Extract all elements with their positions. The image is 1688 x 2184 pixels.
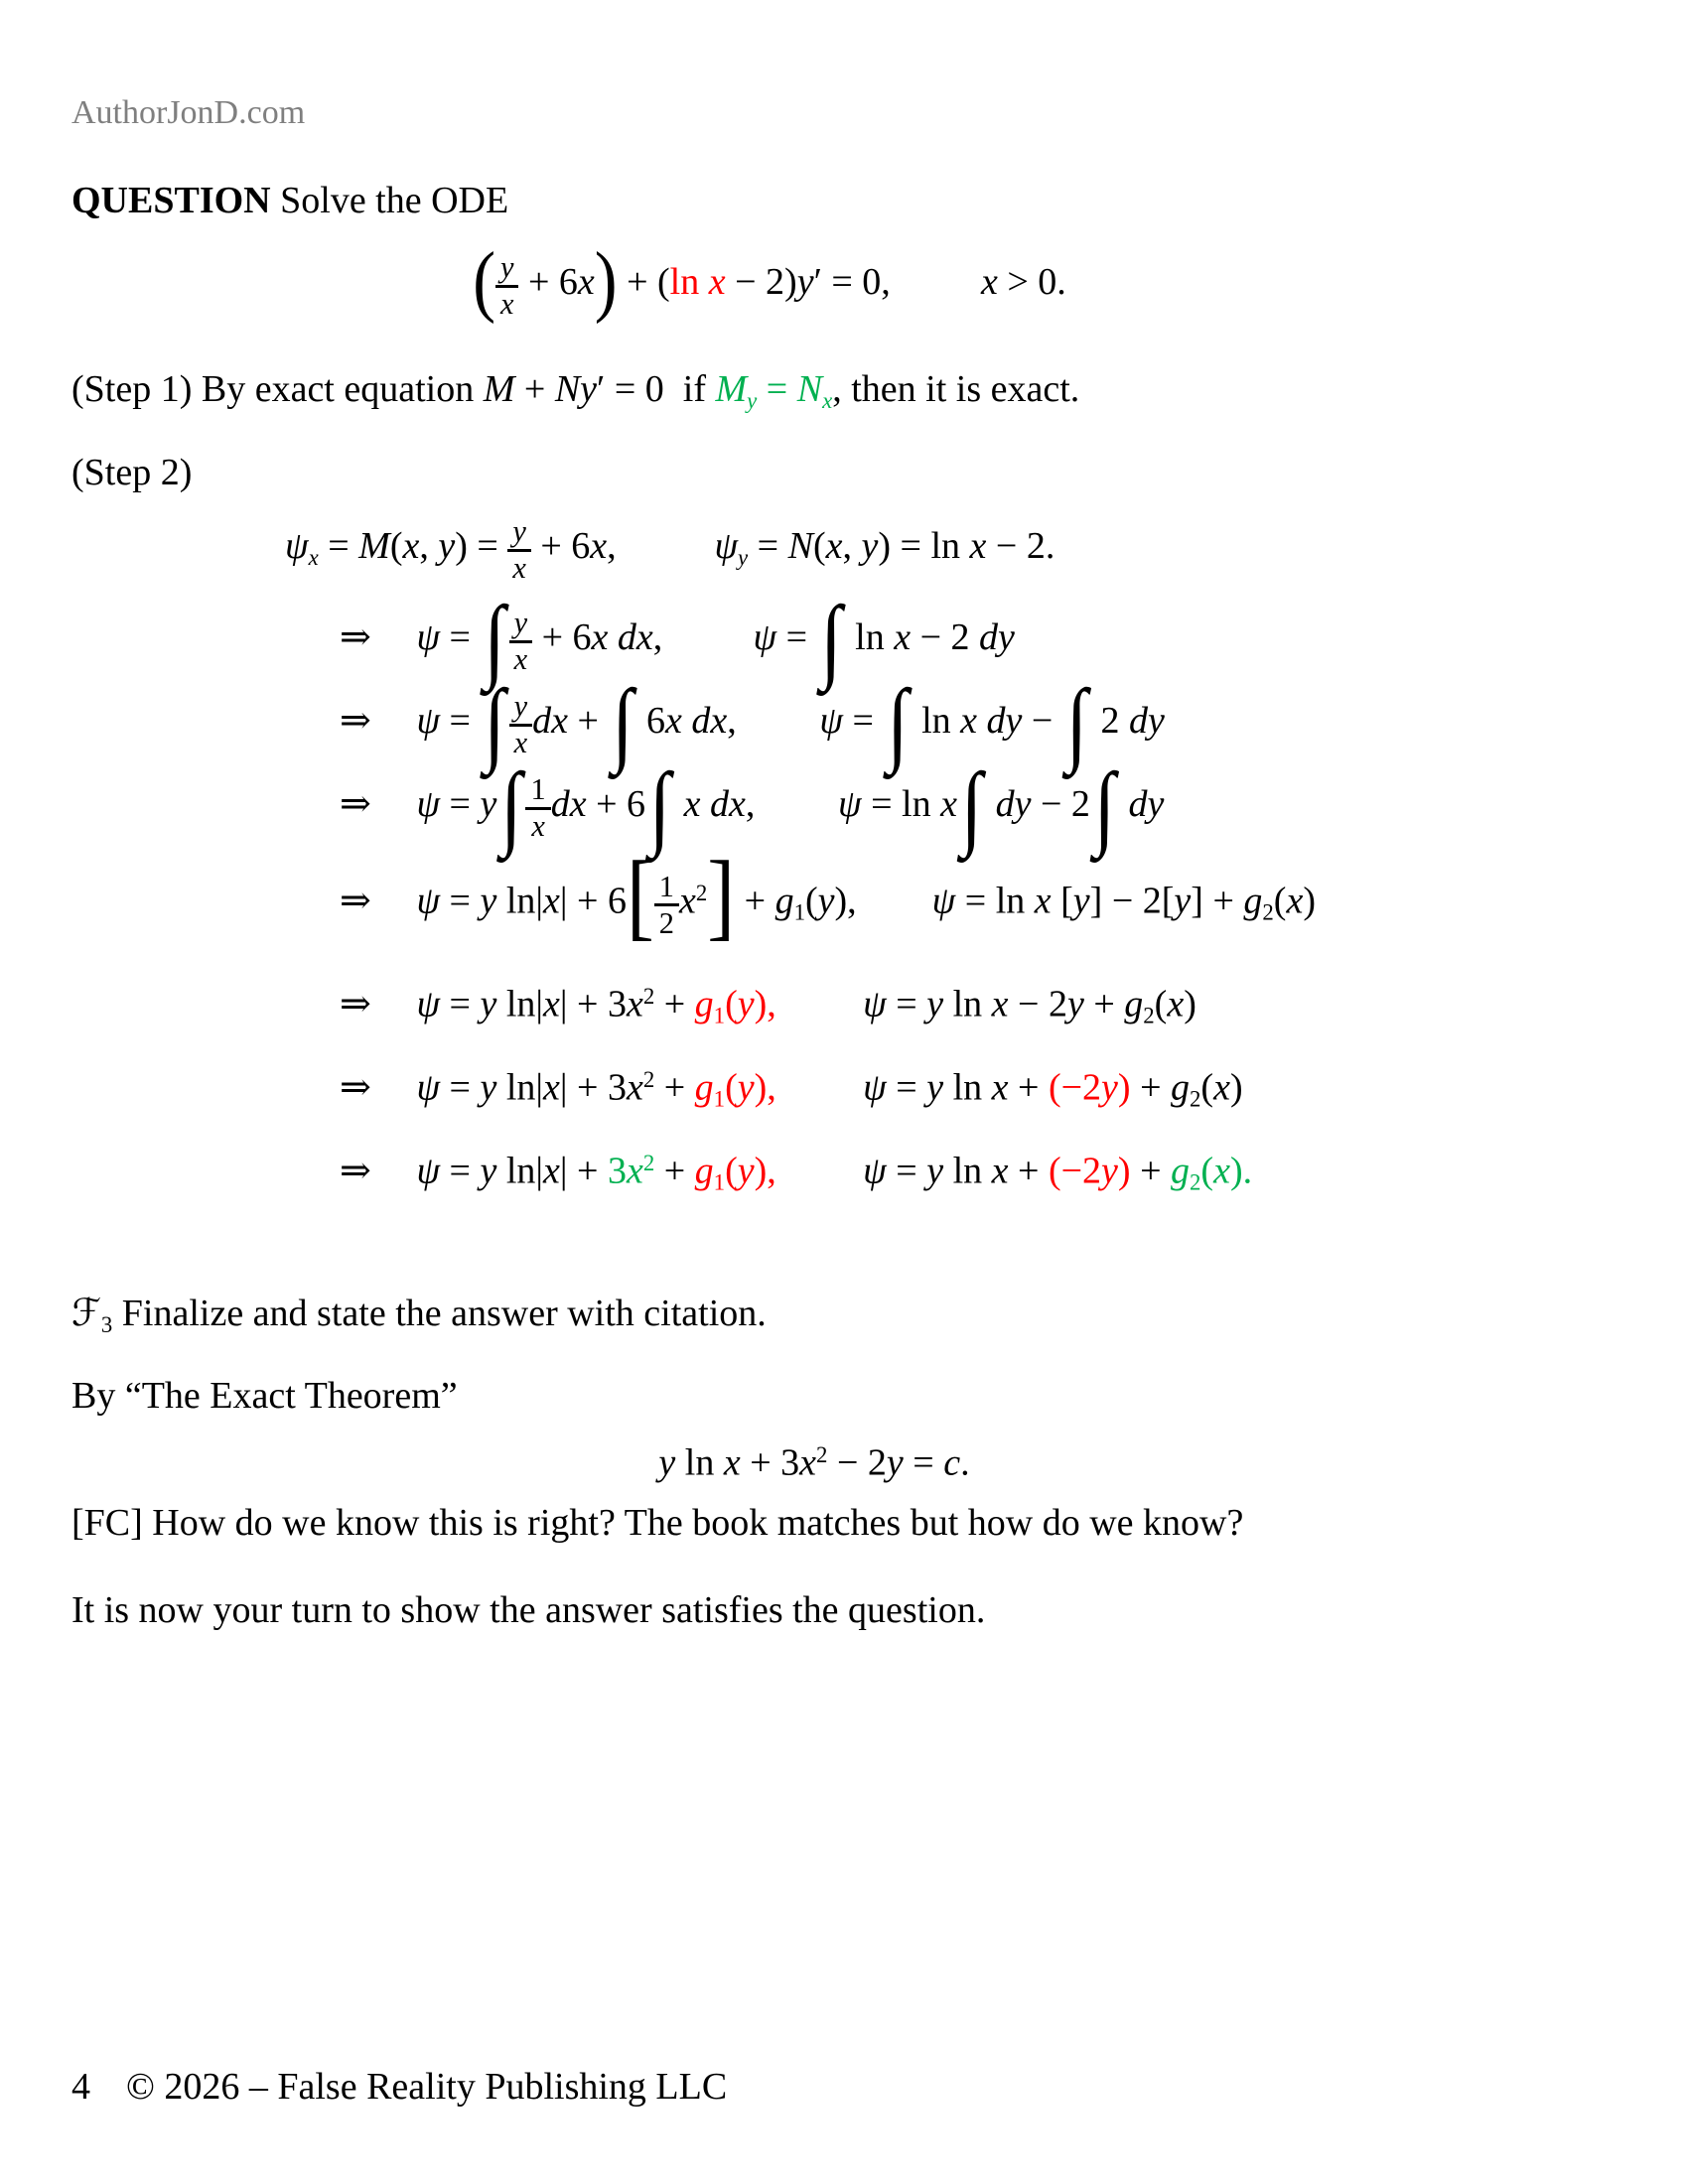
page-footer xyxy=(71,2063,727,2111)
step2-label: (Step 2) xyxy=(71,452,193,493)
psi-definitions-equation: ψx = M(x, y) = $\frac{y}{x}$ + 6x, ψy = N(x, y) = ln x − 2. xyxy=(285,514,1055,586)
fc-question-line: [FC] How do we know this is right? The book matches but how do we know? xyxy=(71,1502,1244,1544)
ode-equation: ( $\frac{y}{x}$ + 6x) + (ln x − 2)y′ = 0, x > 0. xyxy=(473,235,1066,325)
copyright-text: © 2026 – False Reality Publishing LLC xyxy=(126,2066,728,2108)
derivation-line-6: ⇒ ψ = y $\ln|x| + 3x^2 + g1(y)$, ψ = y ln x + (−2y) + g2(x) xyxy=(340,1066,1243,1112)
question-label: QUESTION xyxy=(71,180,271,221)
derivation-line-4: ⇒ ψ = y ln|x| + 6[ $\frac{1}{2}$ $x^2] + g1(y)$, ψ = ln x [y] − 2[y] + g2(x) xyxy=(340,843,1316,951)
derivation-line-3: ⇒ ψ = y∫ $\frac{1}{x}$ dx + 6∫ x dx, ψ = ln x∫ dy − 2∫ dy xyxy=(340,753,1165,859)
page-number: 4 xyxy=(71,2066,90,2108)
question-text: Solve the ODE xyxy=(270,180,509,221)
derivation-line-2: ⇒ ψ = ∫ $\frac{y}{x}$ dx + ∫ 6x dx, ψ = ∫ ln x dy − ∫ 2 dy xyxy=(340,670,1165,775)
finalize-line: ℱ3 Finalize and state the answer with citation. xyxy=(71,1291,767,1337)
site-header-text: AuthorJonD.com xyxy=(71,94,306,131)
theorem-citation-line: By “The Exact Theorem” xyxy=(71,1375,458,1417)
reader-prompt-line: It is now your turn to show the answer satisfies the question. xyxy=(71,1589,986,1631)
derivation-line-1: ⇒ ψ = ∫ $\frac{y}{x}$ + 6x dx, ψ = ∫ ln x − 2 dy xyxy=(340,587,1015,692)
question-line xyxy=(71,177,1617,224)
derivation-line-7: ⇒ ψ = y $\ln|x| + 3x^2 + g1(y)$, ψ = y ln x + (−2y) + g2(x). xyxy=(340,1150,1253,1195)
step1-paragraph: (Step 1) By exact equation M + Ny′ = 0 if My = Nx, then it is exact. xyxy=(71,368,1080,413)
derivation-line-5: ⇒ ψ = y $\ln|x| + 3x^2 + g1(y)$, ψ = y ln x − 2y + g2(x) xyxy=(340,983,1196,1028)
answer-equation: y $\ln x + 3x^2 - 2y = c$. xyxy=(658,1441,970,1484)
